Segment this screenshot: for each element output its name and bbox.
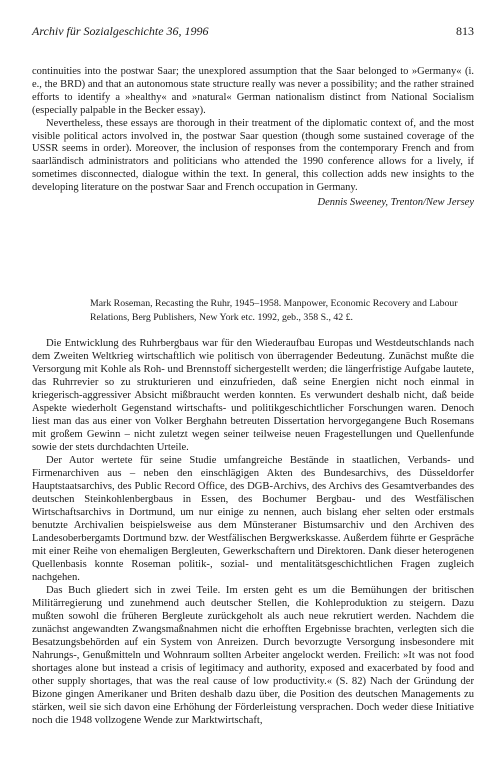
review-paragraph: Die Entwicklung des Ruhrbergbaus war für den Wiederaufbau Europas und Westdeutschlands nach dem Zweiten Weltkrieg wirtschaftlich wie politisch von überragender Bedeutung. Zunächst mußte die Versorgung mit Kohle als Roh- und Brennstoff sichergestellt werden; die längerfristige Aufgabe lautete, das Ruhrrevier so zu strukturieren und einzufrieden, daß seine Energien nicht noch einmal in kriegerisch-aggressiver Absicht mißbraucht werden konnten. Es verwundert deshalb nicht, daß beide Aspekte wiederholt Gegenstand wirtschafts- und politikgeschichtlicher Forschungen waren. Denoch liest man das aus einer von Volker Berghahn betreuten Dissertation hervorgegangene Buch Rosemans mit großem Gewinn – nicht zuletzt wegen seiner teilweise neuen Fragestellungen und Quellenfunde sowie der stets durchdachten Urteile. xyxy=(32,338,474,453)
page-number: 813 xyxy=(456,24,474,38)
review-paragraph: Das Buch gliedert sich in zwei Teile. Im ersten geht es um die Bemühungen der britischen Militärregierung und zunehmend auch deutscher Stellen, die Kohleproduktion zu steigern. Dazu mußten sowohl die früheren Bergleute zurückgeholt als auch neue rekrutiert werden. Nachdem die zunächst angewandten Zwangsmaßnahmen nicht die erhofften Ergebnisse brachten, verlegten sich die Besatzungsbehörden auf ein System von Anreizen. Durch bevorzugte Versorgung insbesondere mit Nahrungs-, Genußmitteln und Wohnraum sollten Arbeiter angelockt werden. Freilich: »It was not food shortages alone but instead a crisis of legitimacy and authority, exposed and exacerbated by food and other supply shortages, that was the real cause of low productivity.« (S. 82) Nach der Gründung der Bizone gingen Amerikaner und Briten deshalb dazu über, die Position des deutschen Managements zu stärken, weil sie sich davon eine Erhöhung der Förderleistung versprachen. Doch weder diese Initiative noch die 1948 vollzogene Wende zur Marktwirtschaft, xyxy=(32,585,474,726)
bibliographic-entry: Mark Roseman, Recasting the Ruhr, 1945–1958. Manpower, Economic Recovery and Labour Relations, Berg Publishers, New York etc. 1992, geb., 358 S., 42 £. xyxy=(90,298,458,323)
page-header xyxy=(32,24,474,42)
review-paragraph: Nevertheless, these essays are thorough in their treatment of the diplomatic context of, and the most visible political actors involved in, the postwar Saar question (though some sustained coverage of the USSR seems in order). Moreover, the inclusion of responses from the contemporary French and from saarländisch administrators and politicians who attended the 1990 conference allows for a lively, if sometimes disconnected, dialogue within the text. In general, this collection adds new insights to the developing literature on the postwar Saar and French occupation in Germany. xyxy=(32,117,474,194)
review-paragraph: continuities into the postwar Saar; the unexplored assumption that the Saar belonged to »Germany« (i. e., the BRD) and that an autonomous state structure really was never a possibility; and the rather strained efforts to identify a »healthy« and »natural« German nationalism distinct from National Socialism (especially palpable in the Becker essay). xyxy=(32,66,474,116)
review-dennis-sweeney xyxy=(32,66,474,210)
reviewer-signature: Dennis Sweeney, Trenton/New Jersey xyxy=(317,197,474,209)
review-paragraph: Der Autor wertete für seine Studie umfangreiche Bestände in staatlichen, Verbands- und Firmenarchiven aus – neben den einschlägigen Akten des Bundesarchivs, des Düsseldorfer Hauptstaatsarchivs, des Public Record Office, des DGB-Archivs, des Archivs des Gesamtverbandes des deutschen Steinkohlenbergbaus in Essen, des Bochumer Bergbau- und des Westfälischen Wirtschaftsarchivs in Dortmund, um nur einige zu nennen, auch bislang eher selten oder erstmals benutzte Archivalien beispielsweise aus dem Münsteraner Bistumsarchiv und den Archiven des Landesoberbergamts Dortmund bzw. der Westfälischen Bergwerkskasse. Außerdem führte er Gespräche mit einer Reihe von ehemaligen Bergleuten, Gewerkschaftern und Direktoren. Dank dieser heterogenen Quellenbasis konnte Roseman politik-, sozial- und mentalitätsgeschichtlichen Fragen zugleich nachgehen. xyxy=(32,455,474,583)
running-head: Archiv für Sozialgeschichte 36, 1996 xyxy=(32,24,209,38)
review-roseman xyxy=(32,337,474,727)
